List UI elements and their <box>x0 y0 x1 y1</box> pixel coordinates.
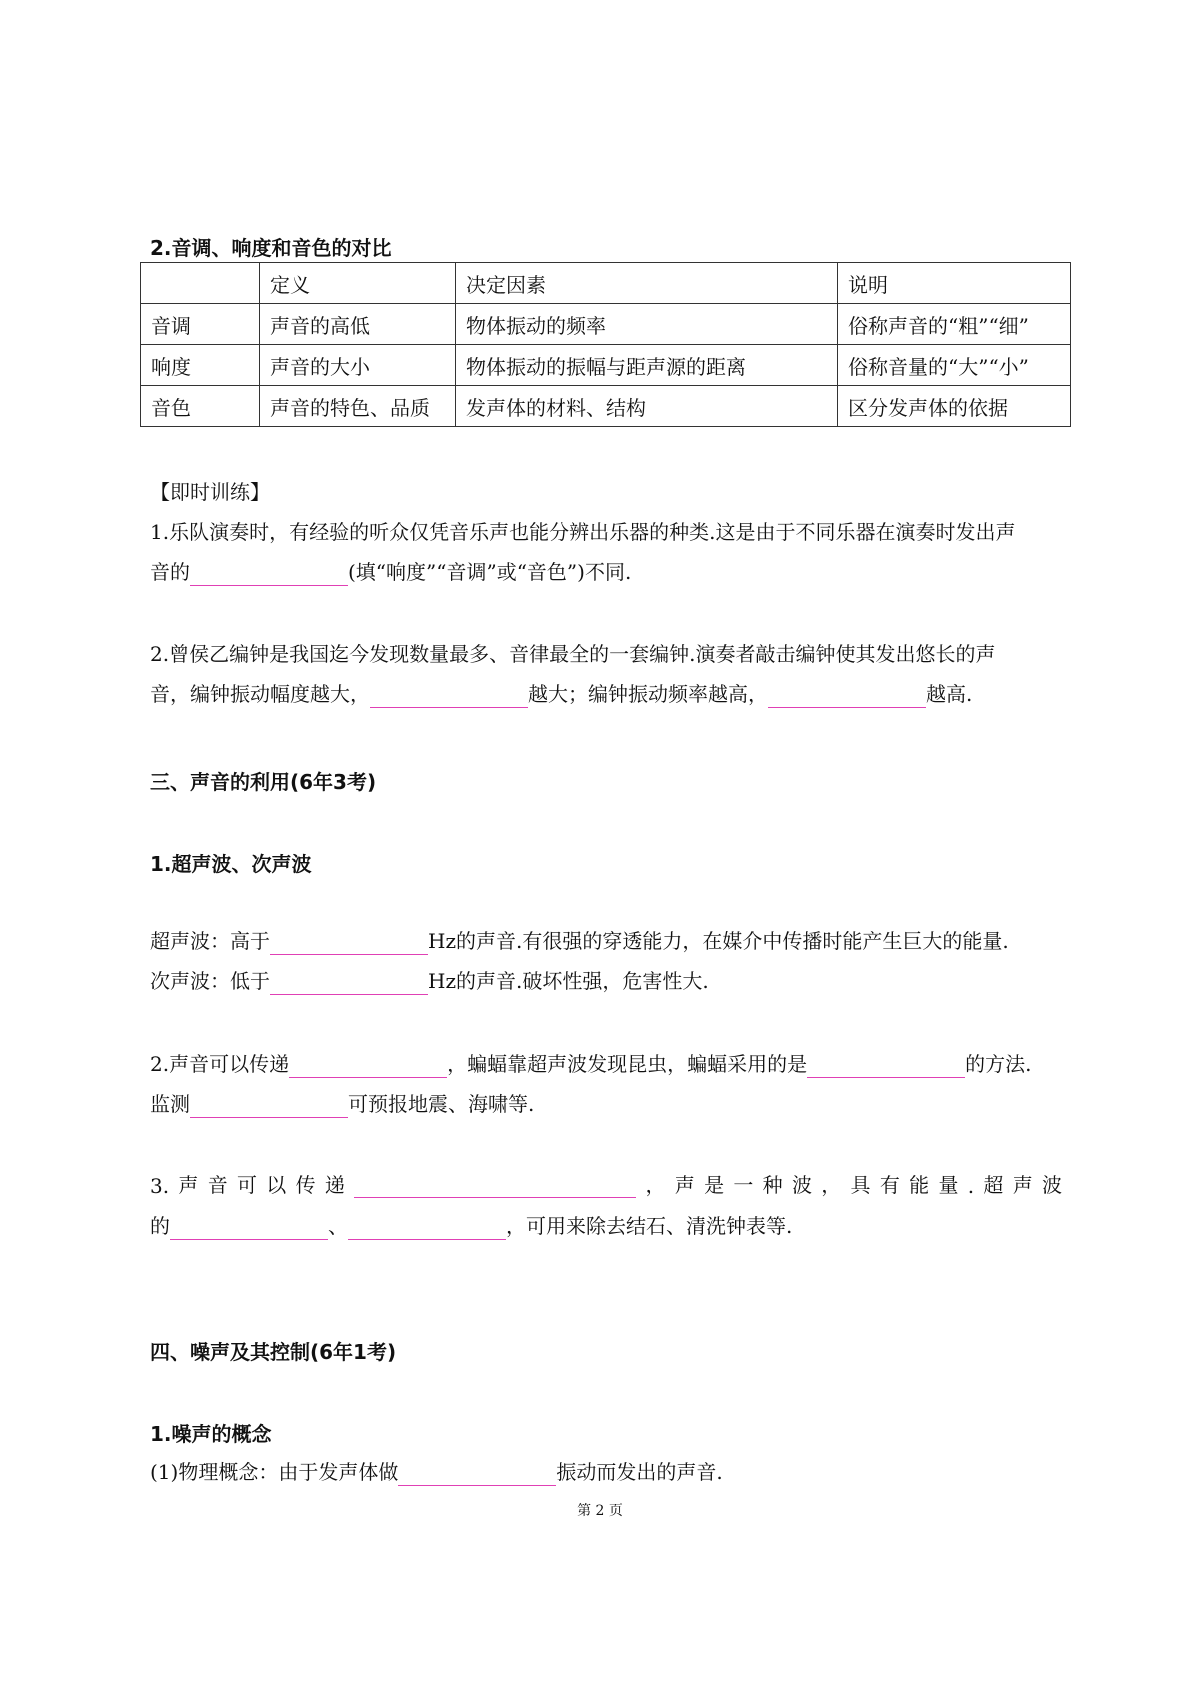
table-cell: 俗称音量的“大”“小” <box>838 345 1071 386</box>
table-cell: 物体振动的振幅与距声源的距离 <box>456 345 838 386</box>
text-span: 种 <box>762 1173 783 1197</box>
section-title-pitch-loudness-timbre: 2.音调、响度和音色的对比 <box>150 236 392 260</box>
text-span: . <box>967 1174 975 1198</box>
text-span: 3. <box>150 1174 170 1198</box>
question-2-line-2 <box>150 680 972 708</box>
answer-blank[interactable] <box>190 1095 348 1118</box>
text-span: 越大；编钟振动频率越高， <box>528 682 768 706</box>
text-span: 音，编钟振动幅度越大， <box>150 682 370 706</box>
table-cell: 响度 <box>141 345 260 386</box>
text-span: 越高. <box>926 682 973 706</box>
text-span: 可预报地震、海啸等. <box>348 1092 535 1116</box>
text-span: Hz的声音.有很强的穿透能力，在媒介中传播时能产生巨大的能量. <box>428 929 1009 953</box>
table-row <box>141 345 1071 386</box>
text-span: 以 <box>266 1173 287 1197</box>
text-span: 有 <box>879 1173 900 1197</box>
answer-blank[interactable] <box>768 685 926 708</box>
text-span: ， <box>821 1173 842 1197</box>
table-cell: 物体振动的频率 <box>456 304 838 345</box>
page-number: 第 2 页 <box>577 1503 623 1519</box>
answer-blank[interactable] <box>807 1055 965 1078</box>
text-span: 波 <box>791 1173 812 1197</box>
text-span: 可 <box>236 1173 257 1197</box>
text-span: 是 <box>704 1173 725 1197</box>
table-cell: 决定因素 <box>456 263 838 304</box>
text-span: 声 <box>178 1173 199 1197</box>
text-span: 声 <box>674 1173 695 1197</box>
table-cell: 音色 <box>141 386 260 427</box>
text-span: Hz的声音.破坏性强，危害性大. <box>428 969 709 993</box>
text-span: 量 <box>938 1173 959 1197</box>
text-span: 音的 <box>150 560 190 584</box>
table-cell: 声音的高低 <box>260 304 456 345</box>
answer-blank[interactable] <box>190 563 348 586</box>
table-header-row <box>141 263 1071 304</box>
table-cell: 声音的特色、品质 <box>260 386 456 427</box>
infrasound-line <box>150 967 709 995</box>
text-span: 的 <box>150 1214 170 1238</box>
text-span: 递 <box>324 1173 345 1197</box>
subsection-title-ultrasound: 1.超声波、次声波 <box>150 852 312 876</box>
text-span: 音 <box>207 1173 228 1197</box>
text-span: 能 <box>909 1173 930 1197</box>
text-span: 、 <box>328 1214 348 1238</box>
table-cell: 定义 <box>260 263 456 304</box>
text-span: 一 <box>733 1173 754 1197</box>
comparison-table <box>140 262 1071 427</box>
answer-blank[interactable] <box>354 1175 636 1198</box>
answer-blank[interactable] <box>398 1463 556 1486</box>
section-title-uses-of-sound: 三、声音的利用(6年3考) <box>150 770 377 794</box>
answer-blank[interactable] <box>289 1055 447 1078</box>
text-span: (1)物理概念：由于发声体做 <box>150 1460 399 1484</box>
table-cell: 说明 <box>838 263 1071 304</box>
text-span: 次声波：低于 <box>150 969 270 993</box>
answer-blank[interactable] <box>270 972 428 995</box>
answer-blank[interactable] <box>348 1217 506 1240</box>
point-3-line-2 <box>150 1212 792 1240</box>
question-1-line-2 <box>150 558 631 586</box>
text-span: 2.声音可以传递 <box>150 1052 290 1076</box>
table-row <box>141 304 1071 345</box>
answer-blank[interactable] <box>370 685 528 708</box>
text-span: 波 <box>1041 1173 1062 1197</box>
text-span: 超声波：高于 <box>150 929 270 953</box>
section-title-noise-control: 四、噪声及其控制(6年1考) <box>150 1340 397 1364</box>
text-span: 监测 <box>150 1092 190 1116</box>
subsection-title-noise-concept: 1.噪声的概念 <box>150 1422 272 1446</box>
noise-definition-line <box>150 1458 723 1486</box>
text-span: 超 <box>983 1173 1004 1197</box>
text-span: 传 <box>295 1173 316 1197</box>
table-cell: 发声体的材料、结构 <box>456 386 838 427</box>
question-1-line-1: 1.乐队演奏时，有经验的听众仅凭音乐声也能分辨出乐器的种类.这是由于不同乐器在演奏时发出声 <box>150 520 1016 544</box>
answer-blank[interactable] <box>170 1217 328 1240</box>
question-2-line-1: 2.曾侯乙编钟是我国迄今发现数量最多、音律最全的一套编钟.演奏者敲击编钟使其发出悠长的声 <box>150 642 996 666</box>
table-cell: 俗称声音的“粗”“细” <box>838 304 1071 345</box>
text-span: 声 <box>1012 1173 1033 1197</box>
table-cell: 音调 <box>141 304 260 345</box>
point-2-line-1 <box>150 1050 1031 1078</box>
table-cell: 区分发声体的依据 <box>838 386 1071 427</box>
text-span: ， <box>645 1173 666 1197</box>
text-span: ，蝙蝠靠超声波发现昆虫，蝙蝠采用的是 <box>447 1052 808 1076</box>
point-2-line-2 <box>150 1090 534 1118</box>
text-span: ，可用来除去结石、清洗钟表等. <box>506 1214 793 1238</box>
text-span: 的方法. <box>965 1052 1032 1076</box>
answer-blank[interactable] <box>270 932 428 955</box>
text-span: 振动而发出的声音. <box>556 1460 723 1484</box>
point-3-line-1 <box>150 1170 1062 1198</box>
text-span: 具 <box>850 1173 871 1197</box>
table-cell <box>141 263 260 304</box>
table-cell: 声音的大小 <box>260 345 456 386</box>
table-row <box>141 386 1071 427</box>
practice-title: 【即时训练】 <box>150 480 270 504</box>
text-span: (填“响度”“音调”或“音色”)不同. <box>348 560 632 584</box>
ultrasound-line <box>150 927 1009 955</box>
